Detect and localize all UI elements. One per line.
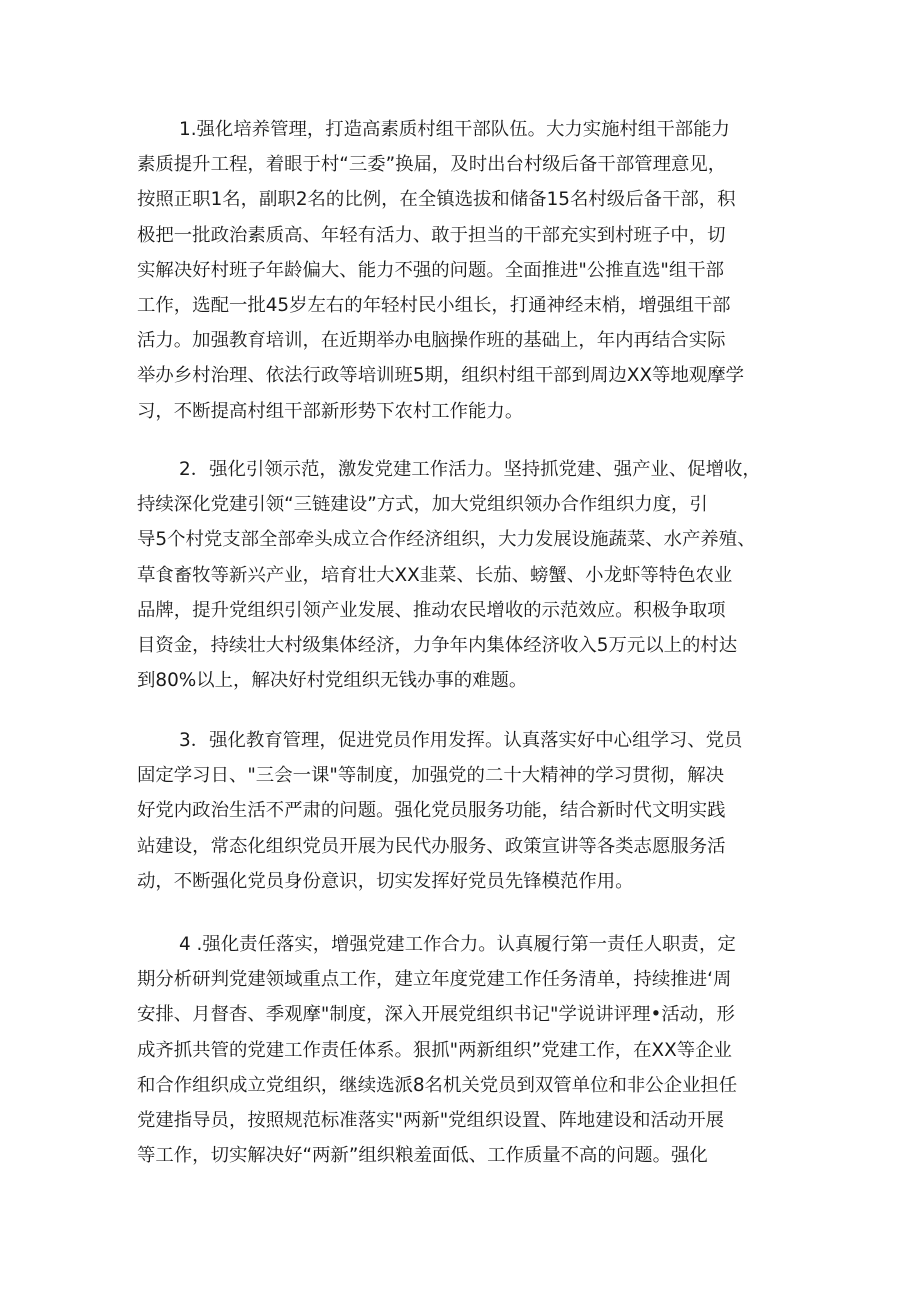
text-line: 目资金，持续壮大村级集体经济，力争年内集体经济收入5万元以上的村达 <box>137 634 738 656</box>
text-line: 工作，选配一批45岁左右的年轻村民小组长，打通神经末梢，增强组干部 <box>137 294 731 316</box>
text-line: 习，不断提高村组干部新形势下农村工作能力。 <box>137 400 524 422</box>
text-line: 素质提升工程，着眼于村“三委”换届，及时出台村级后备干部管理意见， <box>137 154 727 176</box>
text-line: 品牌，提升党组织引领产业发展、推动农民增收的示范效应。积极争取项 <box>137 599 726 621</box>
text-line: 期分析研判党建领域重点工作，建立年度党建工作任务清单，持续推进‘周 <box>137 969 732 991</box>
paragraph-3 <box>137 723 787 899</box>
text-line: 按照正职1名，副职2名的比例，在全镇选拔和储备15名村级后备干部，积 <box>137 189 736 211</box>
paragraph-1 <box>137 112 787 429</box>
text-line: 站建设，常态化组织党员开展为民代办服务、政策宣讲等各类志愿服务活 <box>137 835 726 857</box>
text-line: 固定学习日、"三会一课"等制度，加强党的二十大精神的学习贯彻，解决 <box>137 765 725 787</box>
text-line: 草食畜牧等新兴产业，培育壮大XX韭菜、长茄、螃蟹、小龙虾等特色农业 <box>137 564 733 586</box>
text-line: 3．强化教育管理，促进党员作用发挥。认真落实好中心组学习、党员 <box>179 730 743 751</box>
text-line: 持续深化党建引领“三链建设”方式，加大党组织领办合作组织力度，引 <box>137 494 708 516</box>
text-line: 极把一批政治素质高、年轻有活力、敢于担当的干部充实到村班子中，切 <box>137 224 726 246</box>
text-line: 2．强化引领示范，激发党建工作活力。坚持抓党建、强产业、促增收， <box>179 459 761 480</box>
text-line: 成齐抓共管的党建工作责任体系。狠抓"两新组织”党建工作，在XX等企业 <box>137 1039 732 1061</box>
paragraph-4 <box>137 927 787 1173</box>
text-line: 和合作组织成立党组织，继续选派8名机关党员到双管单位和非公企业担任 <box>137 1074 738 1096</box>
text-line: 举办乡村治理、依法行政等培训班5期，组织村组干部到周边XX等地观摩学 <box>137 365 745 387</box>
text-line: 等工作，切实解决好“两新”组织粮羞面低、工作质量不高的问题。强化 <box>137 1145 708 1167</box>
text-line: 党建指导员，按照规范标准落实"两新"党组织设置、阵地建设和活动开展 <box>137 1109 725 1131</box>
paragraph-2 <box>137 452 787 698</box>
text-line: 活力。加强教育培训，在近期举办电脑操作班的基础上，年内再结合实际 <box>137 330 726 352</box>
text-line: 到80%以上，解决好村党组织无钱办事的难题。 <box>137 670 528 692</box>
text-line: 安排、月督杳、季观摩"制度，深入开展党组织书记"学说讲评理•活动，形 <box>137 1004 735 1026</box>
text-line: 导5个村党支部全部牵头成立合作经济组织，大力发展设施蔬菜、水产养殖、 <box>137 529 756 551</box>
text-line: 实解决好村班子年龄偏大、能力不强的问题。全面推进"公推直选"组干部 <box>137 259 725 281</box>
text-line: 好党内政治生活不严肃的问题。强化党员服务功能，结合新时代文明实践 <box>137 800 726 822</box>
text-line: 动，不断强化党员身份意识，切实发挥好党员先锋模范作用。 <box>137 870 634 892</box>
text-line: 4 .强化责任落实，增强党建工作合力。认真履行第一责任人职责，定 <box>179 934 736 955</box>
text-line: 1.强化培养管理，打造高素质村组干部队伍。大力实施村组干部能力 <box>179 119 730 140</box>
